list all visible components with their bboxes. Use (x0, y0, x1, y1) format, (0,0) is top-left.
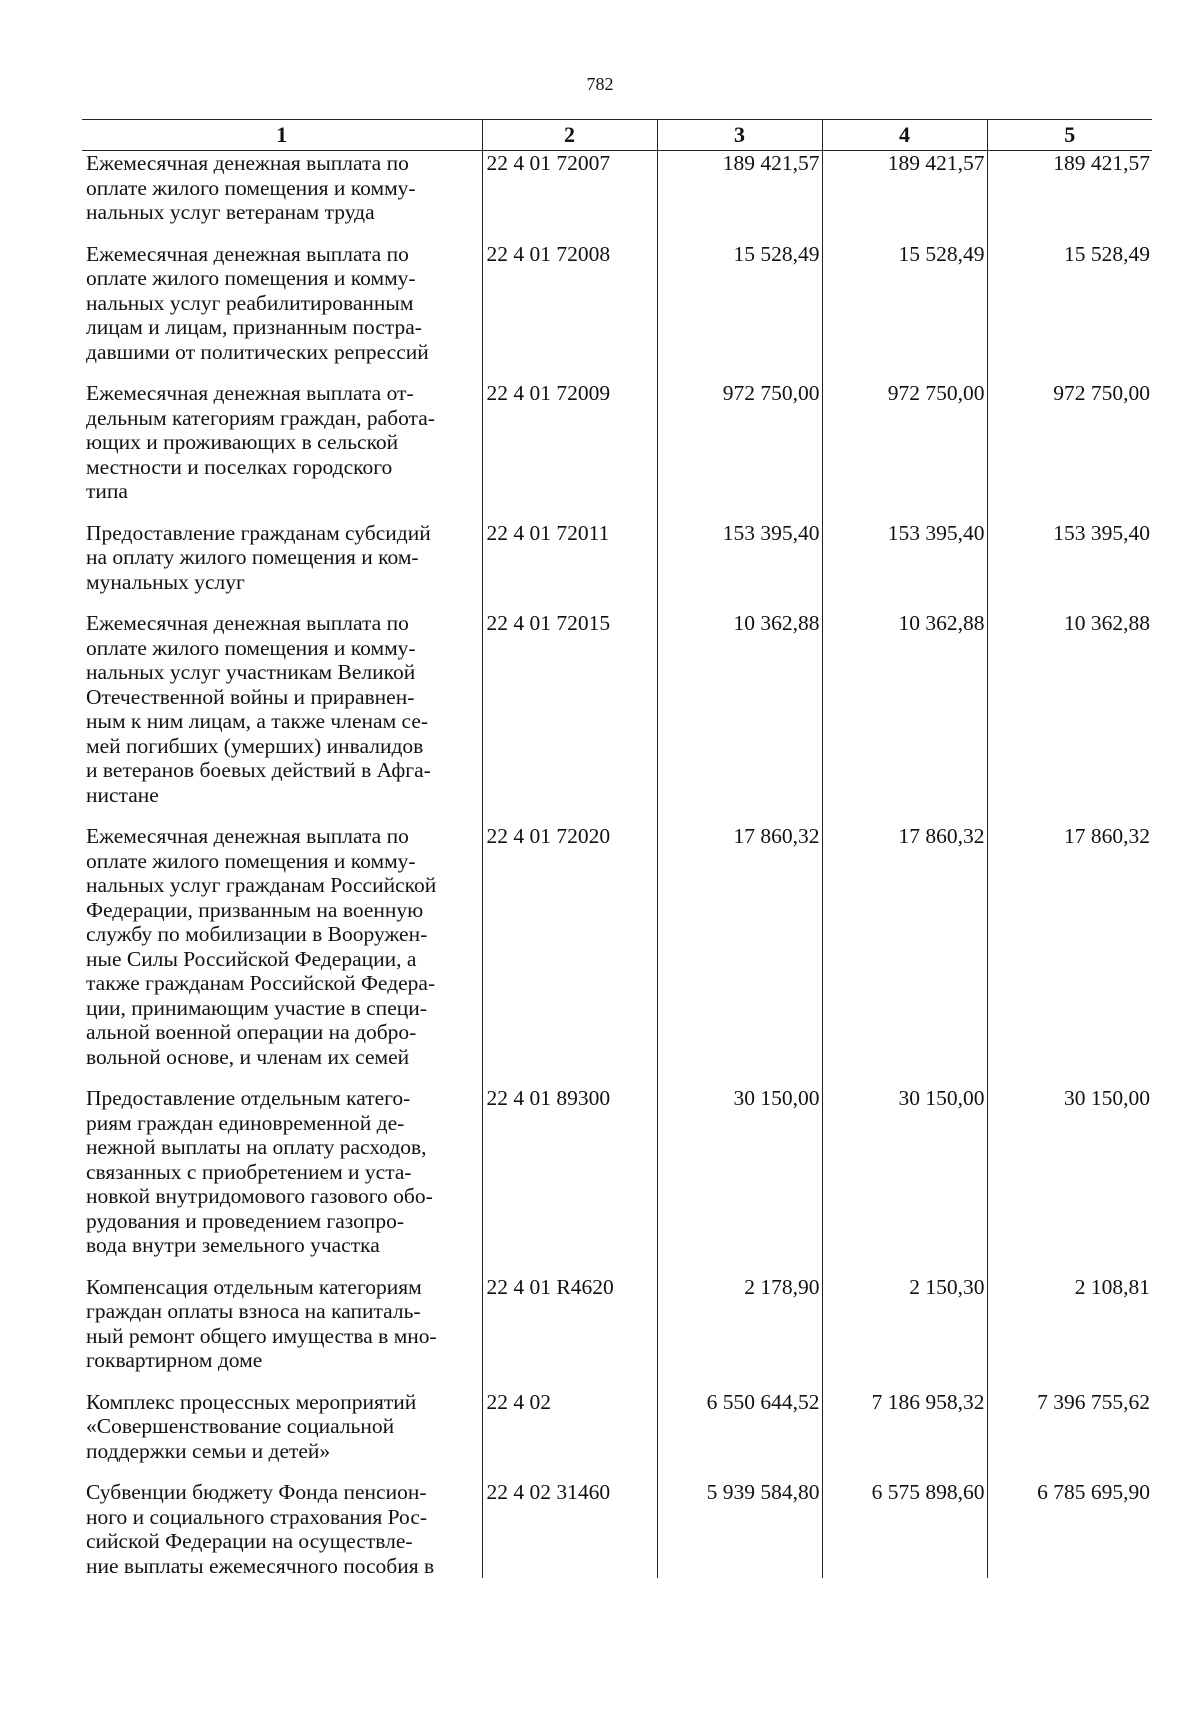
row-value-col4: 972 750,00 (822, 381, 987, 521)
row-value-col5: 972 750,00 (987, 381, 1152, 521)
row-name-cell (82, 381, 482, 521)
row-value-col3: 972 750,00 (657, 381, 822, 521)
row-name-line: Компенсация отдельным категориям (86, 1274, 422, 1299)
row-name-line: Предоставление гражданам субсидий (86, 520, 431, 545)
row-name-cell (82, 151, 482, 242)
row-name-line: ные Силы Российской Федерации, а (86, 946, 417, 971)
row-code-cell: 22 4 01 72020 (482, 824, 657, 1086)
row-value-col4: 15 528,49 (822, 242, 987, 382)
row-value-col3: 2 178,90 (657, 1275, 822, 1390)
row-name-line: рудования и проведением газопро- (86, 1208, 405, 1233)
row-value-col3: 17 860,32 (657, 824, 822, 1086)
row-value-col4: 189 421,57 (822, 151, 987, 242)
table-row (82, 242, 1152, 382)
row-value-col3: 10 362,88 (657, 611, 822, 824)
row-name-line: Предоставление отдельным катего- (86, 1086, 411, 1110)
row-code-cell: 22 4 02 31460 (482, 1480, 657, 1578)
row-name-cell (82, 824, 482, 1086)
row-value-col4: 17 860,32 (822, 824, 987, 1086)
row-name-cell (82, 611, 482, 824)
row-code-cell: 22 4 01 89300 (482, 1086, 657, 1275)
row-name-line: типа (86, 479, 128, 503)
row-name-line: ный ремонт общего имущества в мно- (86, 1323, 437, 1348)
column-header-2: 2 (482, 120, 657, 151)
row-name-line: риям граждан единовременной де- (86, 1110, 405, 1135)
row-code-cell: 22 4 01 72011 (482, 521, 657, 612)
row-value-col3: 5 939 584,80 (657, 1480, 822, 1578)
row-name-line: мунальных услуг (86, 569, 245, 594)
row-name-line: ного и социального страхования Рос- (86, 1504, 428, 1529)
row-code-cell: 22 4 01 72008 (482, 242, 657, 382)
column-header-1: 1 (82, 120, 482, 151)
row-value-col4: 7 186 958,32 (822, 1390, 987, 1481)
row-name-line: вода внутри земельного участка (86, 1233, 380, 1257)
row-value-col5: 30 150,00 (987, 1086, 1152, 1275)
row-name-line: оплате жилого помещения и комму- (86, 635, 416, 660)
row-value-col3: 15 528,49 (657, 242, 822, 382)
row-name-line: нежной выплаты на оплату расходов, (86, 1135, 427, 1159)
row-value-col3: 6 550 644,52 (657, 1390, 822, 1481)
table-row (82, 521, 1152, 612)
row-name-line: дельным категориям граждан, работа- (86, 405, 435, 430)
row-value-col4: 30 150,00 (822, 1086, 987, 1275)
row-name-line: местности и поселках городского (86, 454, 393, 479)
row-name-line: новкой внутридомового газового обо- (86, 1184, 433, 1208)
row-value-col5: 2 108,81 (987, 1275, 1152, 1390)
row-name-line: «Совершенствование социальной (86, 1414, 395, 1438)
row-value-col4: 2 150,30 (822, 1275, 987, 1390)
table-row (82, 611, 1152, 824)
table-row (82, 1275, 1152, 1390)
row-name-line: нальных услуг ветеранам труда (86, 200, 375, 224)
row-name-line: оплате жилого помещения и комму- (86, 848, 416, 873)
row-name-line: ющих и проживающих в сельской (86, 430, 399, 454)
row-name-line: нальных услуг реабилитированным (86, 290, 414, 315)
table-row (82, 1480, 1152, 1578)
row-value-col5: 10 362,88 (987, 611, 1152, 824)
row-value-col5: 17 860,32 (987, 824, 1152, 1086)
row-name-line: альной военной операции на добро- (86, 1020, 417, 1044)
page-number: 782 (586, 74, 614, 94)
row-name-line: ным к ним лицам, а также членам се- (86, 709, 429, 733)
row-name-line: поддержки семьи и детей» (86, 1438, 331, 1463)
row-code-cell: 22 4 01 72007 (482, 151, 657, 242)
table-row (82, 824, 1152, 1086)
row-name-cell (82, 1390, 482, 1481)
table-body (82, 151, 1152, 1579)
row-name-line: Отечественной войны и приравнен- (86, 684, 415, 709)
row-value-col3: 189 421,57 (657, 151, 822, 242)
row-name-cell (82, 1086, 482, 1275)
row-name-line: Ежемесячная денежная выплата от- (86, 381, 414, 405)
row-value-col5: 189 421,57 (987, 151, 1152, 242)
row-name-line: оплате жилого помещения и комму- (86, 175, 416, 200)
row-name-line: оплате жилого помещения и комму- (86, 266, 416, 290)
row-name-line: связанных с приобретением и уста- (86, 1159, 412, 1184)
row-name-cell (82, 1480, 482, 1578)
row-name-line: Ежемесячная денежная выплата по (86, 824, 409, 848)
row-name-line: службу по мобилизации в Вооружен- (86, 922, 428, 946)
row-name-cell (82, 1275, 482, 1390)
row-value-col3: 153 395,40 (657, 521, 822, 612)
table-row (82, 1390, 1152, 1481)
row-name-line: Ежемесячная денежная выплата по (86, 241, 409, 266)
budget-table (82, 119, 1152, 1578)
table-row (82, 381, 1152, 521)
table-row (82, 151, 1152, 242)
row-name-line: Федерации, призванным на военную (86, 897, 424, 922)
row-name-line: нальных услуг гражданам Российской (86, 873, 437, 897)
row-name-line: ции, принимающим участие в специ- (86, 995, 427, 1020)
column-header-4: 4 (822, 120, 987, 151)
row-name-cell (82, 242, 482, 382)
row-name-line: нальных услуг участникам Великой (86, 660, 416, 684)
row-code-cell: 22 4 01 R4620 (482, 1275, 657, 1390)
column-header-3: 3 (657, 120, 822, 151)
row-value-col5: 15 528,49 (987, 242, 1152, 382)
row-name-line: также гражданам Российской Федера- (86, 971, 436, 995)
row-name-line: мей погибших (умерших) инвалидов (86, 733, 424, 758)
table-header-row (82, 120, 1152, 151)
row-name-line: Субвенции бюджету Фонда пенсион- (86, 1480, 427, 1504)
row-name-line: Ежемесячная денежная выплата по (86, 151, 409, 175)
column-header-5: 5 (987, 120, 1152, 151)
row-value-col4: 153 395,40 (822, 521, 987, 612)
row-value-col4: 10 362,88 (822, 611, 987, 824)
row-name-line: и ветеранов боевых действий в Афга- (86, 758, 431, 782)
row-value-col3: 30 150,00 (657, 1086, 822, 1275)
row-code-cell: 22 4 01 72015 (482, 611, 657, 824)
row-name-line: Комплекс процессных мероприятий (86, 1389, 417, 1414)
row-code-cell: 22 4 01 72009 (482, 381, 657, 521)
row-value-col4: 6 575 898,60 (822, 1480, 987, 1578)
row-name-line: граждан оплаты взноса на капиталь- (86, 1299, 421, 1323)
row-code-cell: 22 4 02 (482, 1390, 657, 1481)
row-name-line: Ежемесячная денежная выплата по (86, 611, 409, 635)
row-name-line: на оплату жилого помещения и ком- (86, 545, 419, 569)
row-value-col5: 7 396 755,62 (987, 1390, 1152, 1481)
row-name-line: нистане (86, 782, 159, 807)
row-name-line: гоквартирном доме (86, 1348, 263, 1372)
row-name-line: давшими от политических репрессий (86, 339, 429, 364)
row-name-line: лицам и лицам, признанным постра- (86, 315, 422, 339)
table-row (82, 1086, 1152, 1275)
row-value-col5: 153 395,40 (987, 521, 1152, 612)
row-value-col5: 6 785 695,90 (987, 1480, 1152, 1578)
row-name-line: сийской Федерации на осуществле- (86, 1529, 413, 1553)
row-name-cell (82, 521, 482, 612)
row-name-line: ние выплаты ежемесячного пособия в (86, 1553, 435, 1578)
row-name-line: вольной основе, и членам их семей (86, 1044, 410, 1069)
